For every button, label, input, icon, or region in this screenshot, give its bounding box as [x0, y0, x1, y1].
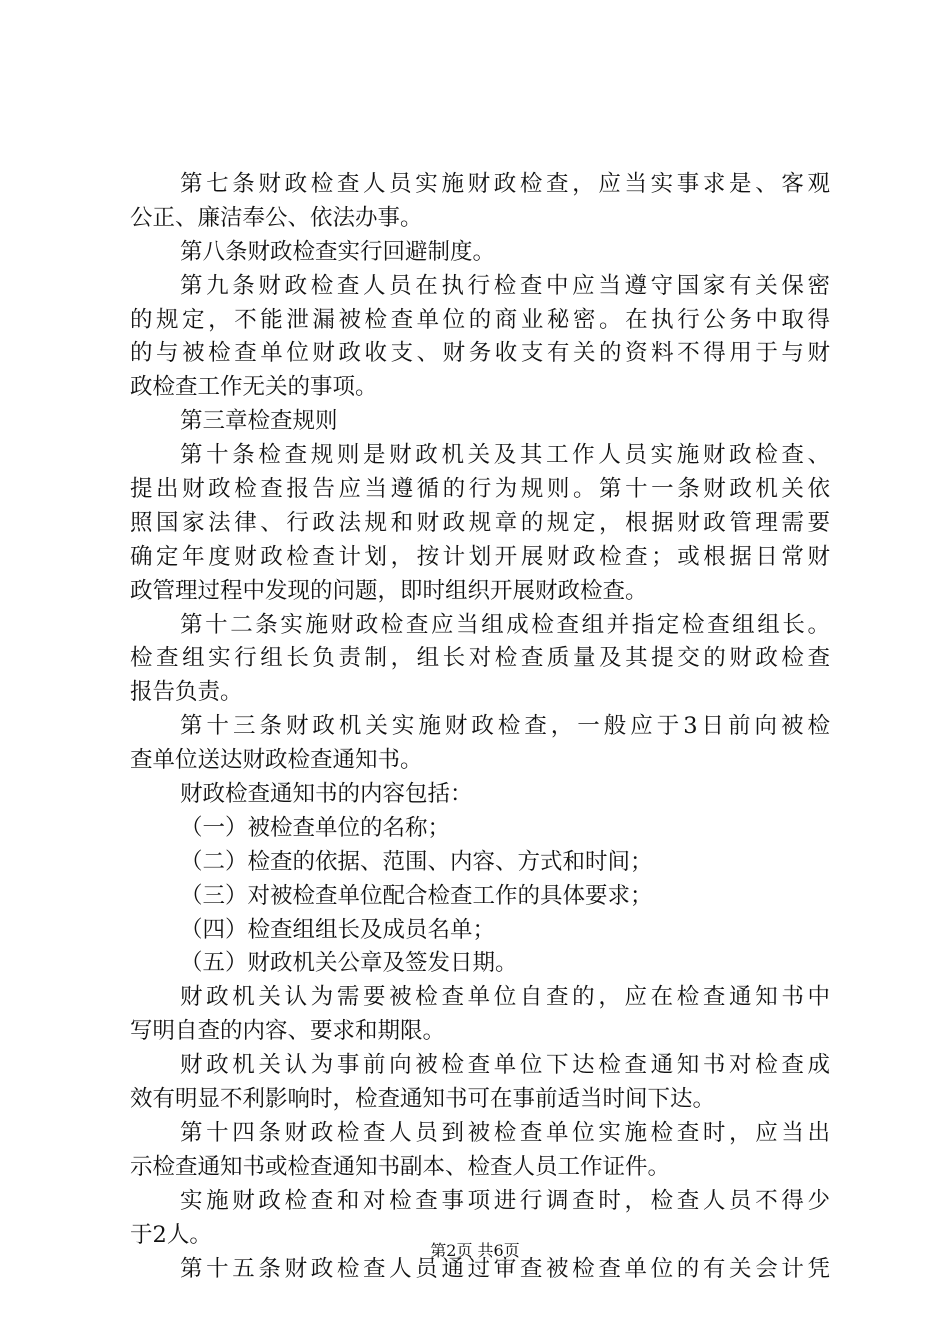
text-line: 第十二条实施财政检查应当组成检查组并指定检查组组长。	[180, 611, 830, 638]
text-line: 于2人。	[130, 1221, 212, 1248]
text-line: 第十五条财政检查人员通过审查被检查单位的有关会计凭	[180, 1255, 830, 1282]
text-line: 确定年度财政检查计划，按计划开展财政检查；或根据日常财	[130, 543, 830, 570]
text-line: 检查组实行组长负责制，组长对检查质量及其提交的财政检查	[130, 645, 830, 672]
text-line: 第十三条财政机关实施财政检查，一般应于3日前向被检	[180, 713, 830, 740]
chapter-heading: 第三章检查规则	[180, 408, 338, 435]
text-line: 第十四条财政检查人员到被检查单位实施检查时，应当出	[180, 1119, 830, 1146]
document-body	[130, 168, 830, 1286]
list-item: （四）检查组组长及成员名单；	[180, 916, 496, 943]
text-line: 提出财政检查报告应当遵循的行为规则。第十一条财政机关依	[130, 476, 830, 503]
text-line: 第七条财政检查人员实施财政检查，应当实事求是、客观	[180, 171, 830, 197]
text-line: 效有明显不利影响时，检查通知书可在事前适当时间下达。	[130, 1086, 716, 1113]
text-line: 的与被检查单位财政收支、财务收支有关的资料不得用于与财	[130, 340, 830, 367]
text-line: 的规定，不能泄漏被检查单位的商业秘密。在执行公务中取得	[130, 306, 830, 333]
text-line: 财政检查通知书的内容包括：	[180, 781, 473, 808]
text-line: 照国家法律、行政法规和财政规章的规定，根据财政管理需要	[130, 509, 830, 536]
text-line: 第九条财政检查人员在执行检查中应当遵守国家有关保密	[180, 272, 830, 299]
page-number: 第2页 共6页	[430, 1241, 520, 1260]
text-line: 公正、廉洁奉公、依法办事。	[130, 204, 423, 231]
text-line: 查单位送达财政检查通知书。	[130, 747, 423, 774]
text-line: 财政机关认为需要被检查单位自查的，应在检查通知书中	[180, 984, 830, 1011]
text-line: 写明自查的内容、要求和期限。	[130, 1018, 446, 1045]
list-item: （三）对被检查单位配合检查工作的具体要求；	[180, 882, 653, 909]
text-line: 第十条检查规则是财政机关及其工作人员实施财政检查、	[180, 442, 830, 469]
list-item: （二）检查的依据、范围、内容、方式和时间；	[180, 848, 653, 875]
text-line: 报告负责。	[130, 679, 243, 706]
text-line: 实施财政检查和对检查事项进行调查时，检查人员不得少	[180, 1187, 830, 1214]
text-line: 政管理过程中发现的问题，即时组织开展财政检查。	[130, 577, 648, 604]
list-item: （五）财政机关公章及签发日期。	[180, 950, 518, 977]
text-line: 示检查通知书或检查通知书副本、检查人员工作证件。	[130, 1153, 671, 1180]
text-line: 政检查工作无关的事项。	[130, 374, 378, 401]
text-line: 财政机关认为事前向被检查单位下达检查通知书对检查成	[180, 1052, 830, 1079]
text-line: 第八条财政检查实行回避制度。	[180, 238, 496, 265]
list-item: （一）被检查单位的名称；	[180, 814, 451, 841]
